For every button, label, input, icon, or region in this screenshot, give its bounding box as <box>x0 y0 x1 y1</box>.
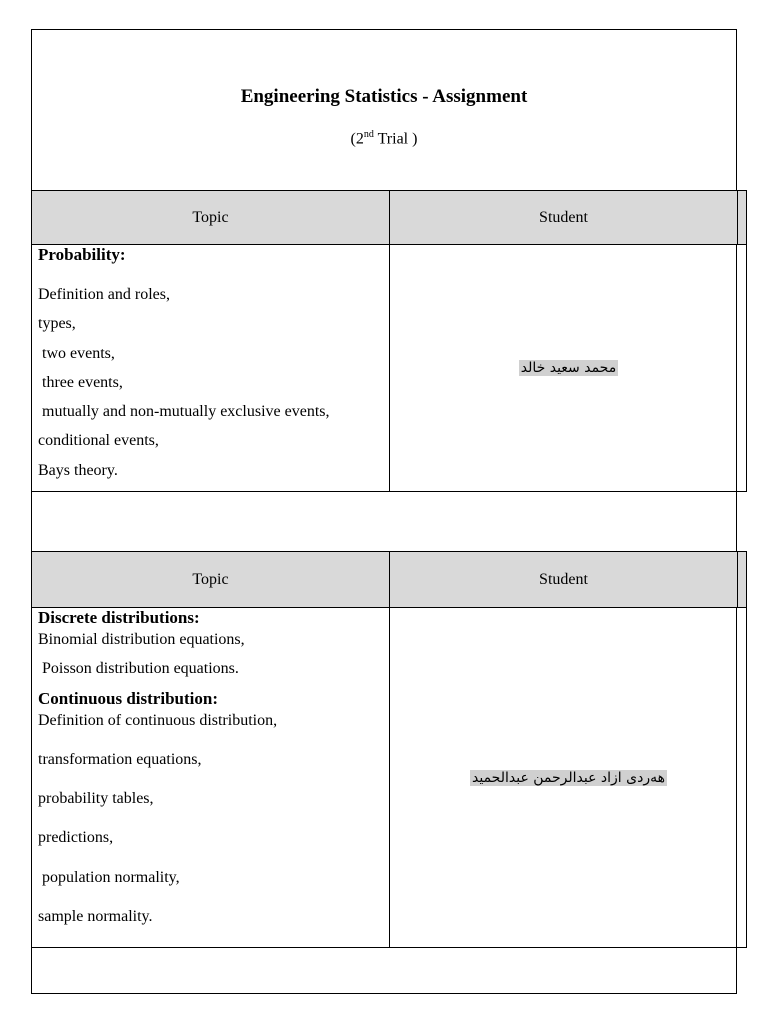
table-header <box>31 190 747 245</box>
topic-line: three events, <box>38 374 123 391</box>
header-student: Student <box>390 191 738 244</box>
topic-line: sample normality. <box>38 908 153 925</box>
document-title: Engineering Statistics - Assignment <box>240 86 528 107</box>
assignment-table-1 <box>31 190 747 492</box>
topic-line: transformation equations, <box>38 751 202 768</box>
topic-cell <box>32 245 390 491</box>
student-cell <box>390 608 747 947</box>
header-topic: Topic <box>32 552 390 607</box>
table-row <box>31 608 747 948</box>
student-name: هەردی ازاد عبدالرحمن عبدالحميد <box>472 769 665 786</box>
topic-line: predictions, <box>38 829 114 846</box>
topic-line: two events, <box>38 345 115 362</box>
topic-line: Definition of continuous distribution, <box>38 712 278 729</box>
header-student: Student <box>390 552 738 607</box>
topic-line: mutually and non-mutually exclusive events, <box>38 403 330 420</box>
header-topic: Topic <box>32 191 390 244</box>
topic-heading-probability: Probability: <box>38 245 126 264</box>
student-cell <box>390 245 747 491</box>
subtitle-prefix: (2 <box>350 130 364 148</box>
topic-line: types, <box>38 315 76 332</box>
table-row <box>31 245 747 492</box>
topic-cell <box>32 608 390 947</box>
topic-line: Bays theory. <box>38 462 118 479</box>
topic-line: Poisson distribution equations. <box>38 660 239 677</box>
topic-line: population normality, <box>38 869 180 886</box>
topic-line: Binomial distribution equations, <box>38 631 245 648</box>
student-name: محمد سعيد خالد <box>520 360 617 376</box>
table-header <box>31 551 747 608</box>
topic-line: Definition and roles, <box>38 286 170 303</box>
document-subtitle <box>0 129 768 148</box>
subtitle-suffix: Trial ) <box>373 130 418 148</box>
assignment-table-2 <box>31 551 747 948</box>
topic-heading-continuous: Continuous distribution: <box>38 689 218 708</box>
topic-heading-discrete: Discrete distributions: <box>38 608 200 627</box>
topic-line: probability tables, <box>38 790 154 807</box>
topic-line: conditional events, <box>38 432 159 449</box>
subtitle-superscript: nd <box>363 129 374 140</box>
